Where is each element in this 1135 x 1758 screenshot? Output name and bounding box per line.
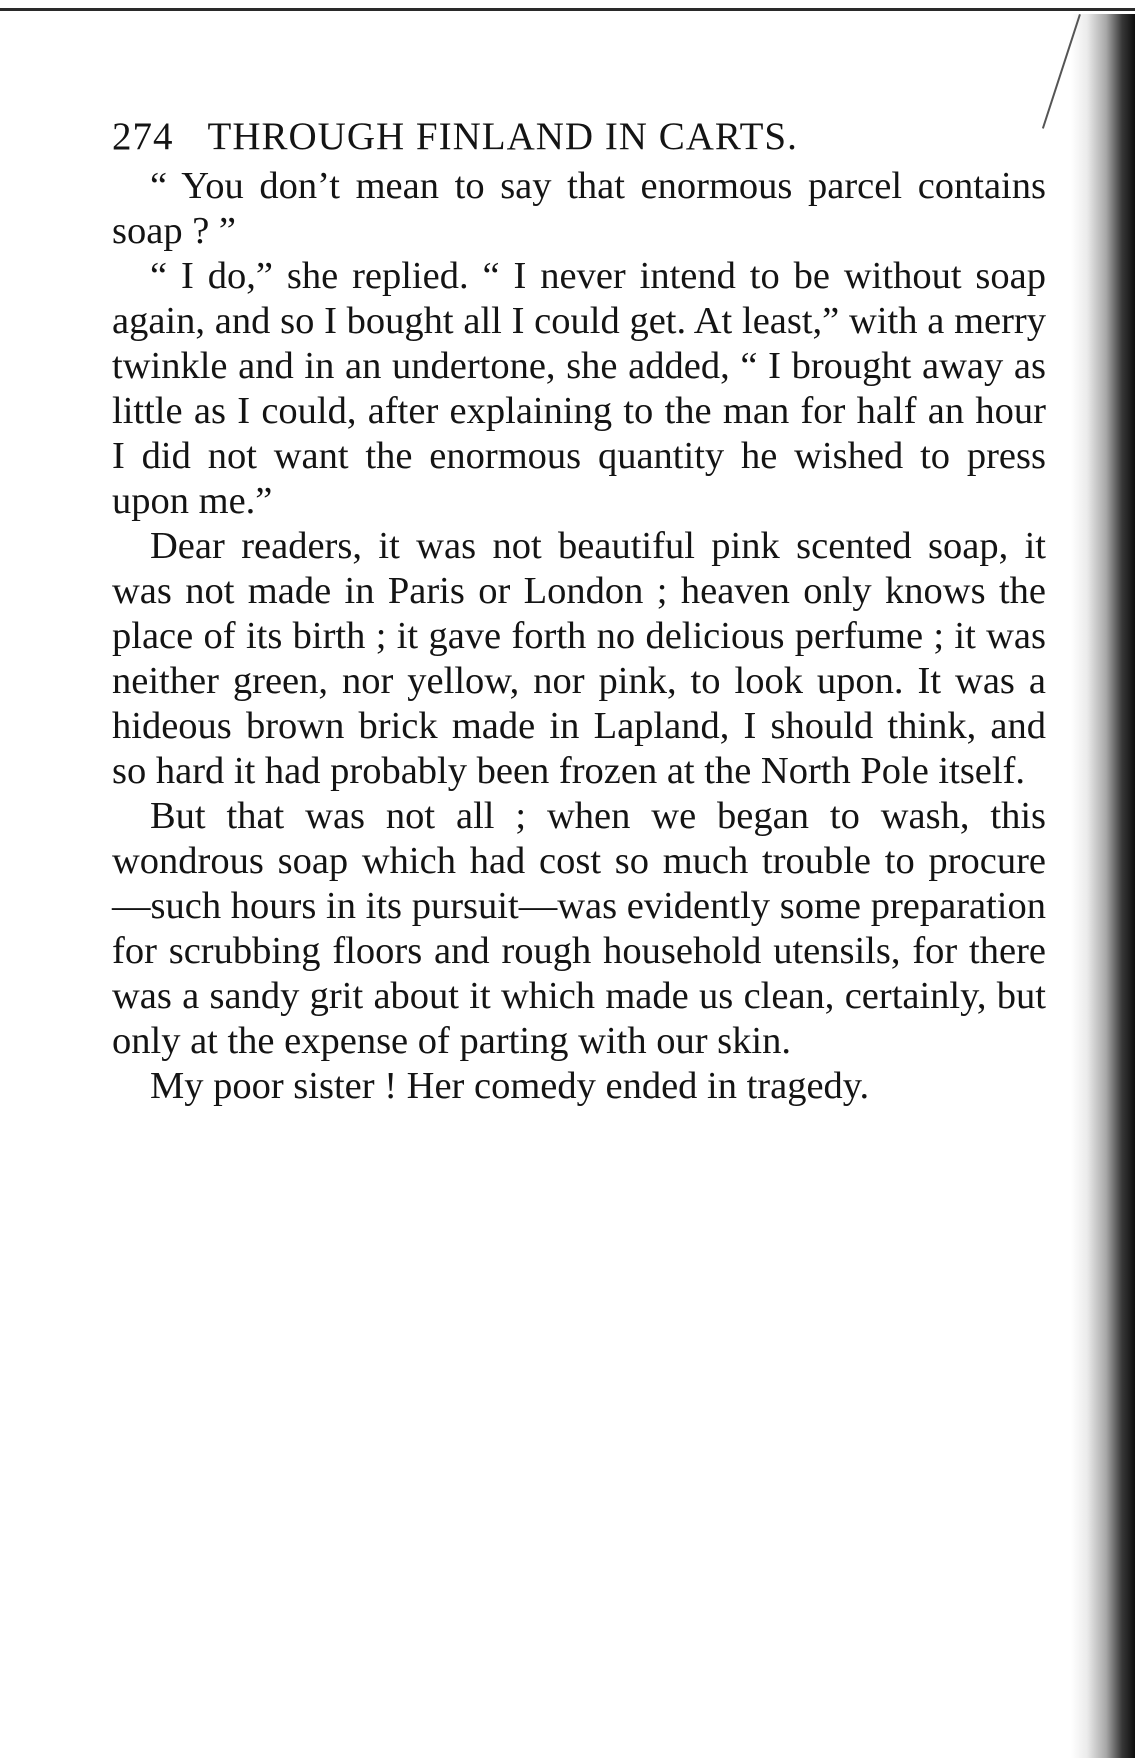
paragraph: “ I do,” she replied. “ I never intend to be without soap again, and so I bought all I could get. At least,” with a merry twinkle and in an undertone, she added, “ I brought away as little as I could, after explaining to the man for half an hour I did not want the enormous quantity he wished to press upon me.” [112,255,1046,522]
page-header [112,112,1046,162]
paragraph: My poor sister ! Her comedy ended in tragedy. [150,1065,870,1107]
running-title: THROUGH FINLAND IN CARTS. [207,115,798,158]
paragraph: But that was not all ; when we began to wash, this wondrous soap which had cost so much trouble to procure—such hours in its pursuit—was evidently some preparation for scrubbing floors and rough household utensils, for there was a sandy grit about it which made us clean, certainly, but only at the expense of parting with our skin. [112,795,1046,1062]
page-number: 274 [112,115,174,158]
book-page [112,112,1046,1109]
binding-shadow [1071,14,1135,1758]
paragraph: “ You don’t mean to say that enormous parcel contains soap ? ” [112,165,1046,252]
top-rule [0,8,1135,11]
paragraph: Dear readers, it was not beautiful pink scented soap, it was not made in Paris or London ; heaven only knows the place of its birth ; it gave forth no delicious perfume ; it was neither green, nor yellow, nor pink, to look upon. It was a hideous brown brick made in Lapland, I should think, and so hard it had probably been frozen at the North Pole itself. [112,525,1046,792]
body-text [112,164,1046,1109]
